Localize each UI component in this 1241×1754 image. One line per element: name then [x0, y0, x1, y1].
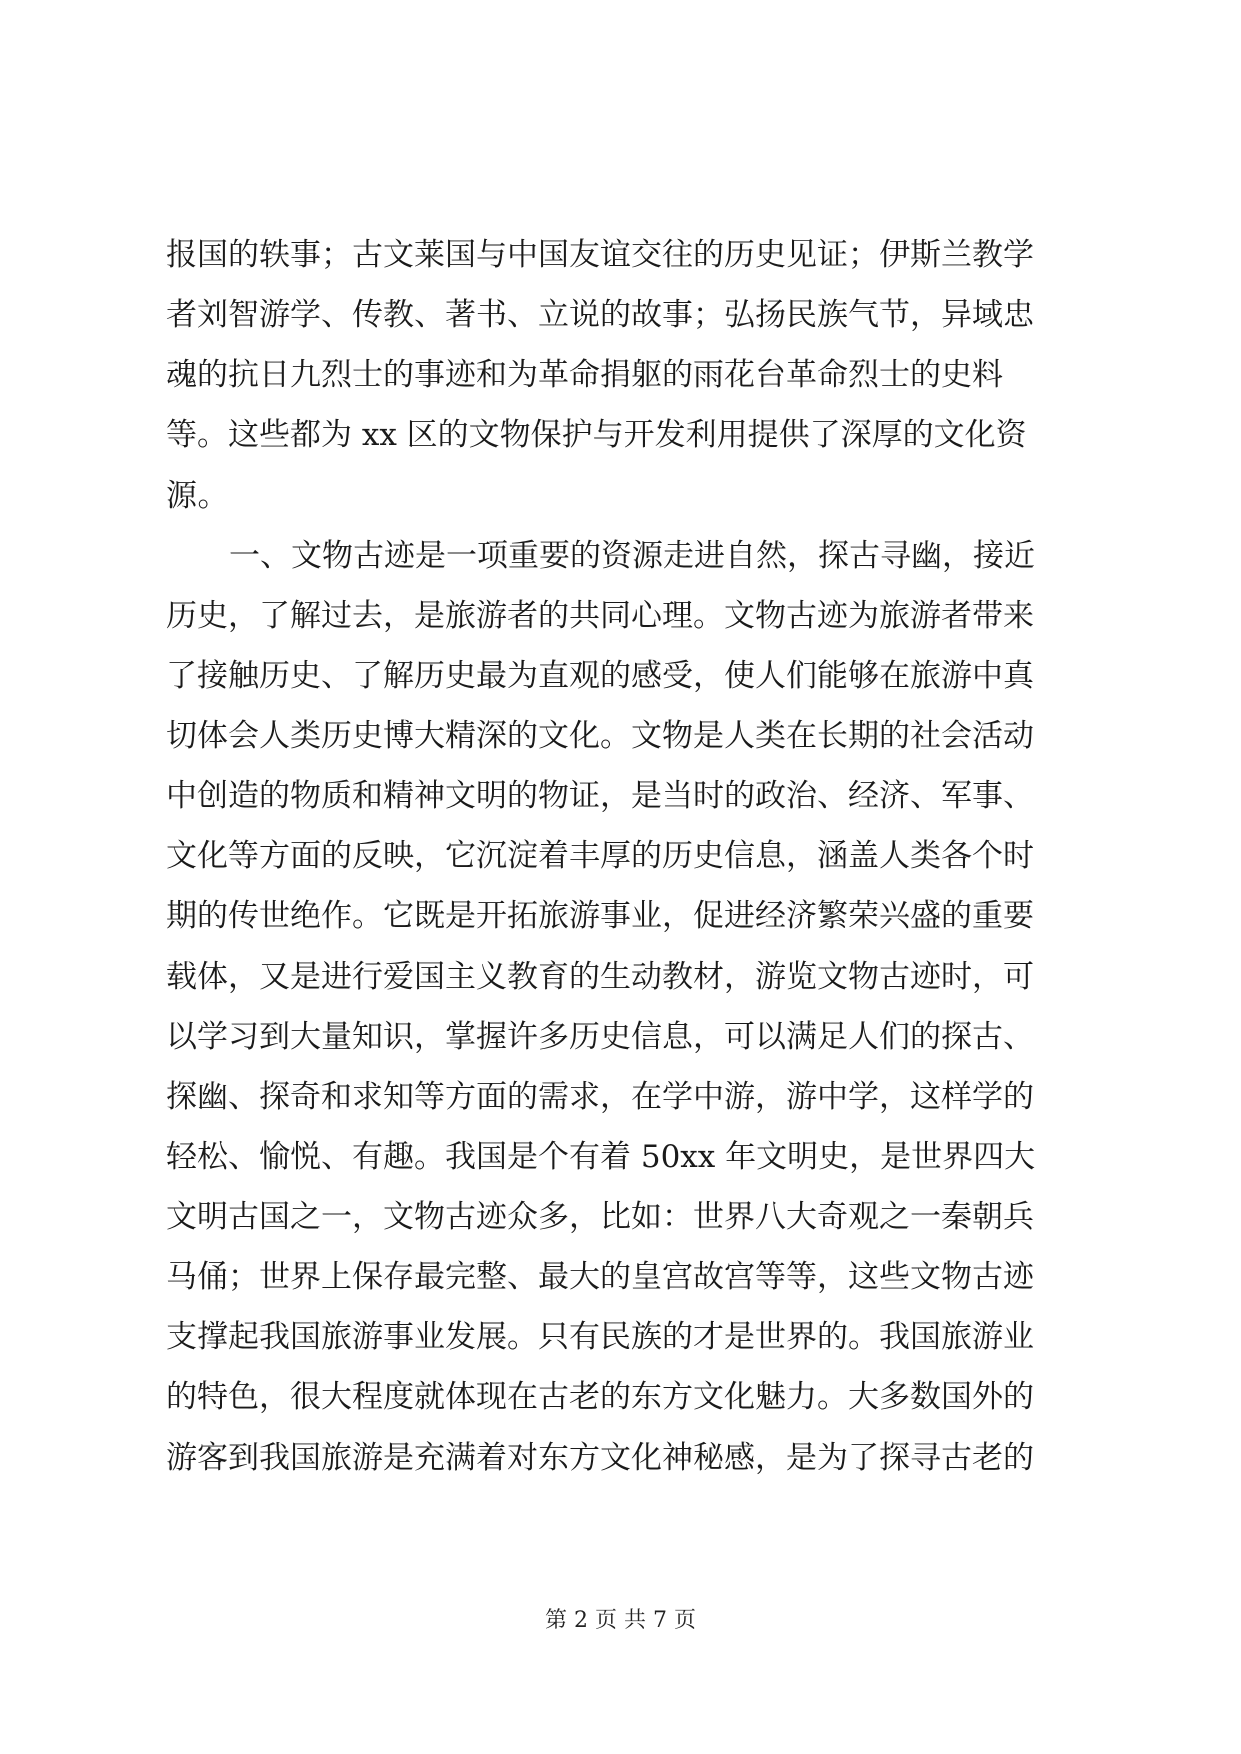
paragraph-line: 游客到我国旅游是充满着对东方文化神秘感，是为了探寻古老的 [166, 1440, 1034, 1476]
paragraph-line: 以学习到大量知识，掌握许多历史信息，可以满足人们的探古、 [166, 1019, 1034, 1055]
paragraph-line: 魂的抗日九烈士的事迹和为革命捐躯的雨花台革命烈士的史料 [166, 357, 1003, 393]
paragraph-line: 中创造的物质和精神文明的物证，是当时的政治、经济、军事、 [166, 778, 1034, 814]
paragraph-line: 源。 [166, 478, 229, 514]
paragraph-line: 者刘智游学、传教、著书、立说的故事；弘扬民族气节，异域忠 [166, 297, 1034, 333]
paragraph-line: 载体，又是进行爱国主义教育的生动教材，游览文物古迹时，可 [166, 959, 1034, 995]
paragraph-line: 期的传世绝作。它既是开拓旅游事业，促进经济繁荣兴盛的重要 [166, 898, 1034, 934]
paragraph-line: 等。这些都为 xx 区的文物保护与开发利用提供了深厚的文化资 [166, 417, 1027, 453]
paragraph-line: 支撑起我国旅游事业发展。只有民族的才是世界的。我国旅游业 [166, 1319, 1034, 1355]
paragraph-line: 轻松、愉悦、有趣。我国是个有着 50xx 年文明史，是世界四大 [166, 1139, 1036, 1175]
paragraph-line: 了接触历史、了解历史最为直观的感受，使人们能够在旅游中真 [166, 658, 1034, 694]
paragraph-line: 马俑；世界上保存最完整、最大的皇宫故宫等等，这些文物古迹 [166, 1259, 1034, 1295]
paragraph-line: 文明古国之一，文物古迹众多，比如：世界八大奇观之一秦朝兵 [166, 1199, 1034, 1235]
page-number-footer: 第 2 页 共 7 页 [545, 1608, 696, 1633]
paragraph-line: 文化等方面的反映，它沉淀着丰厚的历史信息，涵盖人类各个时 [166, 838, 1034, 874]
paragraph-line: 的特色，很大程度就体现在古老的东方文化魅力。大多数国外的 [166, 1379, 1034, 1415]
paragraph-line: 切体会人类历史博大精深的文化。文物是人类在长期的社会活动 [166, 718, 1034, 754]
paragraph-line: 报国的轶事；古文莱国与中国友谊交往的历史见证；伊斯兰教学 [166, 237, 1034, 273]
paragraph-line: 一、文物古迹是一项重要的资源走进自然，探古寻幽，接近 [229, 538, 1035, 574]
paragraph-line: 历史，了解过去，是旅游者的共同心理。文物古迹为旅游者带来 [166, 598, 1034, 634]
paragraph-line: 探幽、探奇和求知等方面的需求，在学中游，游中学，这样学的 [166, 1079, 1034, 1115]
